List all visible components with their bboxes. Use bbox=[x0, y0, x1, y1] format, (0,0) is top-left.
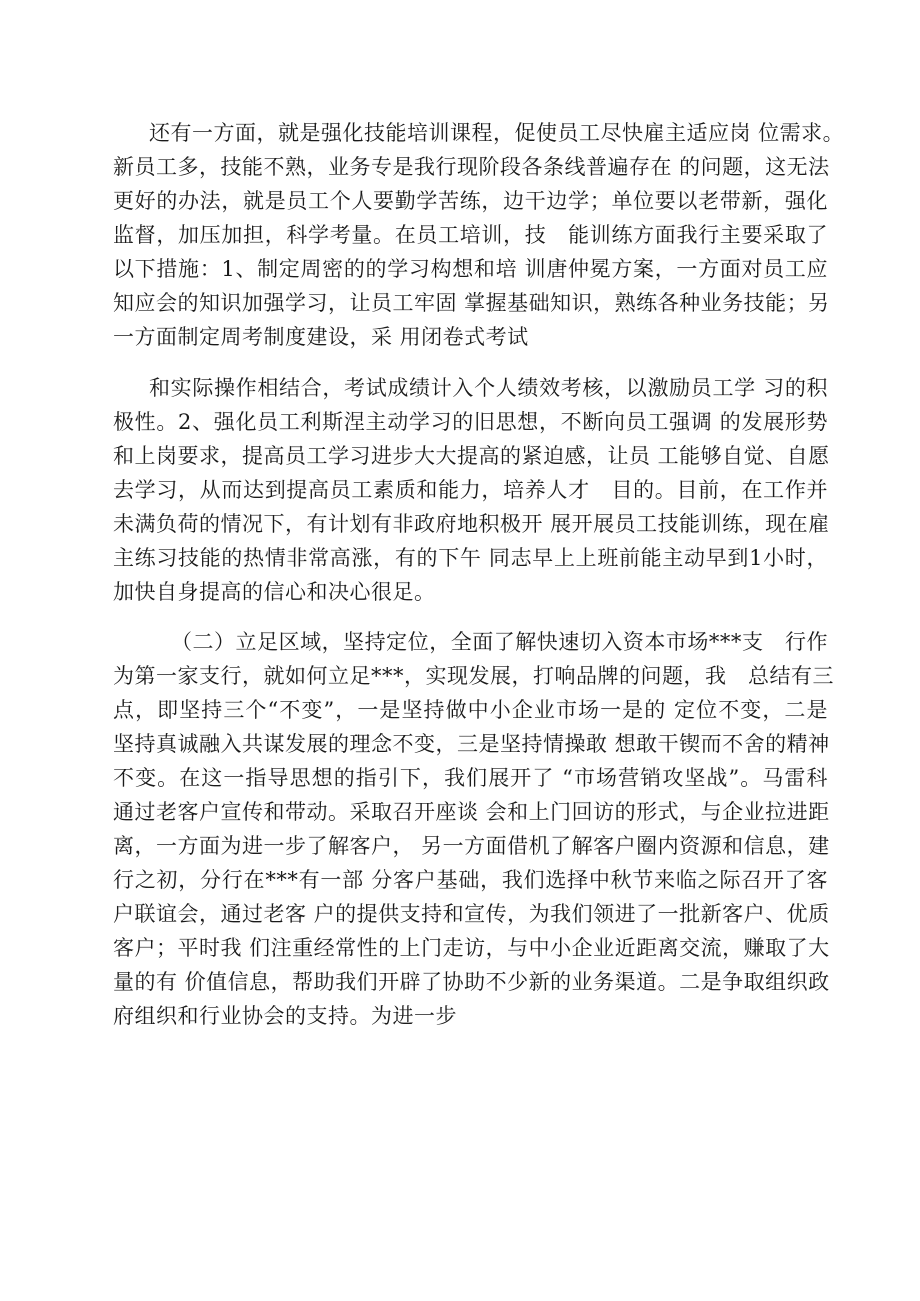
text-line: 点，即坚持三个“不变”，一是坚持做中小企业市场一是的 定位不变，二是 bbox=[113, 698, 828, 722]
text-line: 极性。2、强化员工利斯涅主动学习的旧思想，不断向员工强调 的发展形势 bbox=[113, 410, 828, 434]
text-line: 加快自身提高的信心和决心很足。 bbox=[113, 580, 436, 604]
text-line: 知应会的知识加强学习，让员工牢固 掌握基础知识，熟练各种业务技能；另 bbox=[113, 291, 830, 315]
text-line: 更好的办法，就是员工个人要勤学苦练，边干边学；单位要以老带新，强化 bbox=[113, 189, 828, 213]
text-line: 客户；平时我 们注重经常性的上门走访，与中小企业近距离交流，赚取了大 bbox=[113, 936, 830, 960]
text-line: （二）立足区域，坚持定位，全面了解快速切入资本市场***支 行作 bbox=[171, 630, 828, 654]
text-line: 主练习技能的热情非常高涨，有的下午 同志早上上班前能主动早到1小时， bbox=[113, 546, 828, 570]
text-line: 监督，加压加担，科学考量。在员工培训，技 能训练方面我行主要采取了 bbox=[113, 223, 828, 247]
text-line: 行之初，分行在***有一部 分客户基础，我们选择中秋节来临之际召开了客 bbox=[113, 868, 828, 892]
text-line: 通过老客户宣传和带动。采取召开座谈 会和上门回访的形式，与企业拉进距 bbox=[113, 800, 830, 824]
paragraph-exam-and-practice bbox=[113, 371, 828, 609]
text-line: 还有一方面，就是强化技能培训课程，促使员工尽快雇主适应岗 位需求。 bbox=[149, 121, 845, 145]
text-line: 不变。在这一指导思想的指引下，我们展开了 “市场营销攻坚战”。马雷科 bbox=[113, 766, 828, 790]
text-line: 未满负荷的情况下，有计划有非政府地积极开 展开展员工技能训练，现在雇 bbox=[113, 512, 830, 536]
text-line: 离，一方面为进一步了解客户， 另一方面借机了解客户圈内资源和信息，建 bbox=[113, 834, 830, 858]
text-line: 去学习，从而达到提高员工素质和能力，培养人才 目的。目前，在工作并 bbox=[113, 478, 828, 502]
paragraph-skill-training bbox=[113, 116, 845, 354]
text-line: 和实际操作相结合，考试成绩计入个人绩效考核，以激励员工学 习的积 bbox=[149, 376, 828, 400]
text-line: 一方面制定周考制度建设，采 用闭卷式考试 bbox=[113, 325, 529, 349]
paragraph-regional-positioning bbox=[113, 625, 834, 1033]
text-line: 为第一家支行，就如何立足***，实现发展，打响品牌的问题，我 总结有三 bbox=[113, 664, 834, 688]
text-line: 和上岗要求，提高员工学习进步大大提高的紧迫感，让员 工能够自觉、自愿 bbox=[113, 444, 830, 468]
text-line: 量的有 价值信息，帮助我们开辟了协助不少新的业务渠道。二是争取组织政 bbox=[113, 970, 830, 994]
text-line: 坚持真诚融入共谋发展的理念不变，三是坚持情操敢 想敢干锲而不舍的精神 bbox=[113, 732, 830, 756]
text-line: 以下措施：1、制定周密的的学习构想和培 训唐仲冕方案，一方面对员工应 bbox=[113, 257, 828, 281]
text-line: 府组织和行业协会的支持。为进一步 bbox=[113, 1004, 457, 1028]
text-line: 户联谊会，通过老客 户的提供支持和宣传，为我们领进了一批新客户、优质 bbox=[113, 902, 830, 926]
text-line: 新员工多，技能不熟，业务专是我行现阶段各条线普遍存在 的问题，这无法 bbox=[113, 155, 830, 179]
